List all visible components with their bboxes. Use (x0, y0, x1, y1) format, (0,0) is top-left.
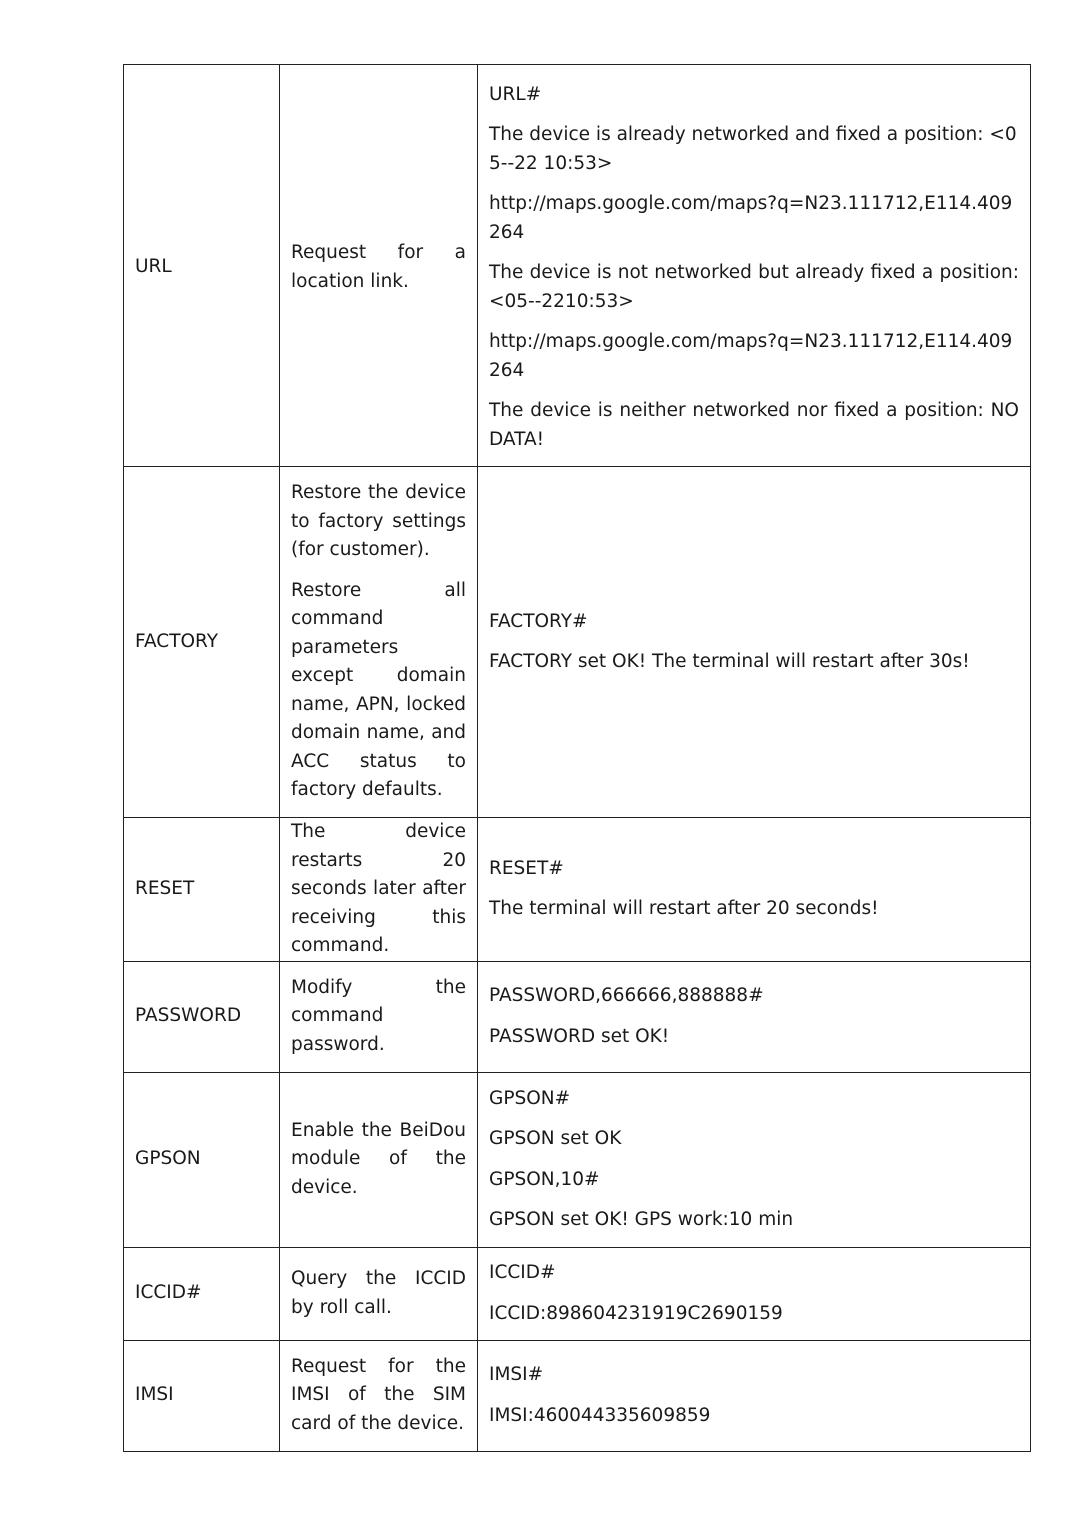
response-cell (478, 1247, 1031, 1340)
description-text: Enable the BeiDou module of the device. (291, 1119, 466, 1198)
response-cell (478, 65, 1031, 467)
table-row-imsi (124, 1340, 1031, 1451)
description-cell (280, 1072, 478, 1247)
response-cell (478, 467, 1031, 818)
response-command: IMSI# (489, 1364, 544, 1385)
command-cell: URL (124, 65, 280, 467)
response-command: FACTORY# (489, 610, 588, 632)
response-command: URL# (489, 83, 542, 105)
response-text: FACTORY set OK! The terminal will restart after 30s! (489, 651, 970, 672)
response-text: The terminal will restart after 20 seconds! (489, 898, 879, 920)
description-text: Restore the device to factory settings (for customer). (291, 482, 466, 561)
response-command: RESET# (489, 857, 564, 879)
description-cell (280, 818, 478, 962)
response-text: The device is not networked but already fixed a position: <05--2210:53> (489, 262, 1019, 312)
description-text: Restore all command parameters except domain name, APN, locked domain name, and ACC status to factory defaults. (291, 579, 466, 801)
description-text: Request for the IMSI of the SIM card of the device. (291, 1355, 466, 1434)
response-text: GPSON set OK! GPS work:10 min (489, 1209, 794, 1230)
description-cell (280, 961, 478, 1072)
response-text: The device is already networked and fixed a position: <05--22 10:53> (489, 124, 1017, 174)
response-command: GPSON# (489, 1087, 571, 1109)
response-cell (478, 1340, 1031, 1451)
response-command: GPSON,10# (489, 1168, 600, 1190)
table-row-factory (124, 467, 1031, 818)
table-row-password (124, 961, 1031, 1072)
description-text: Modify the command password. (291, 976, 466, 1055)
command-cell: GPSON (124, 1072, 280, 1247)
command-table (123, 64, 1031, 1452)
description-cell (280, 65, 478, 467)
response-text: The device is neither networked nor fixed a position: NO DATA! (489, 400, 1019, 450)
response-cell (478, 961, 1031, 1072)
response-cell (478, 1072, 1031, 1247)
description-text: The device restarts 20 seconds later after receiving this command. (291, 821, 466, 956)
description-text: Request for a location link. (291, 242, 466, 292)
response-cell (478, 818, 1031, 962)
response-command: PASSWORD,666666,888888# (489, 985, 764, 1006)
table-row-iccid (124, 1247, 1031, 1340)
response-link: http://maps.google.com/maps?q=N23.111712,E114.409264 (489, 331, 1013, 381)
response-link: http://maps.google.com/maps?q=N23.111712,E114.409264 (489, 193, 1013, 243)
description-text: Query the ICCID by roll call. (291, 1268, 466, 1318)
response-text: IMSI:460044335609859 (489, 1404, 711, 1426)
command-cell: IMSI (124, 1340, 280, 1451)
command-cell: PASSWORD (124, 961, 280, 1072)
response-command: ICCID# (489, 1262, 556, 1283)
response-text: ICCID:898604231919C2690159 (489, 1302, 783, 1324)
table-row-url (124, 65, 1031, 467)
description-cell (280, 467, 478, 818)
command-cell: ICCID# (124, 1247, 280, 1340)
table-row-reset (124, 818, 1031, 962)
description-cell (280, 1340, 478, 1451)
response-text: PASSWORD set OK! (489, 1025, 670, 1047)
description-cell (280, 1247, 478, 1340)
command-cell: RESET (124, 818, 280, 962)
command-cell: FACTORY (124, 467, 280, 818)
table-row-gpson (124, 1072, 1031, 1247)
response-text: GPSON set OK (489, 1128, 622, 1149)
